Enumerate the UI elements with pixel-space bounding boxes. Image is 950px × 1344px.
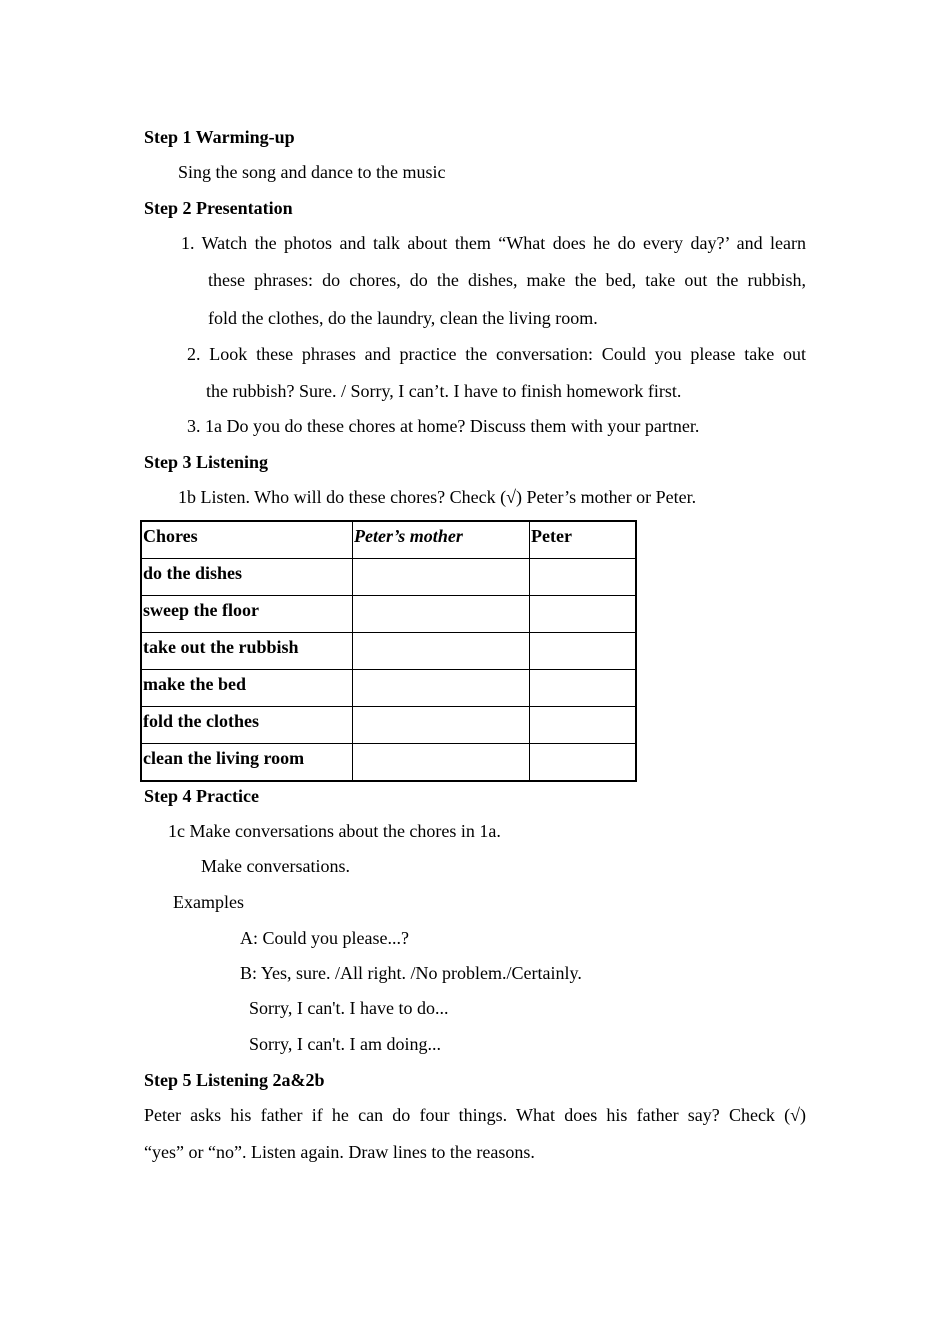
table-cell-chore: sweep the floor — [141, 596, 353, 633]
step4-example-a: A: Could you please...? — [240, 928, 409, 948]
step2-item3: 3. 1a Do you do these chores at home? Discuss them with your partner. — [187, 416, 700, 436]
table-cell-chore: take out the rubbish — [141, 633, 353, 670]
step4-title: Step 4 Practice — [144, 786, 259, 806]
table-cell-mother — [353, 633, 530, 670]
table-header-cell: Peter’s mother — [353, 521, 530, 559]
table-cell-chore: clean the living room — [141, 744, 353, 782]
table-header-row — [141, 521, 636, 559]
step2-item1-line2: these phrases: do chores, do the dishes, make the bed, take out the rubbish, — [208, 270, 806, 290]
step2-item1-line1: 1. Watch the photos and talk about them “What does he do every day?’ and learn — [181, 233, 806, 253]
step4-line2: Make conversations. — [201, 856, 350, 876]
step2-title: Step 2 Presentation — [144, 198, 293, 218]
step2-item1-line3: fold the clothes, do the laundry, clean the living room. — [208, 308, 598, 328]
table-header-cell: Chores — [141, 521, 353, 559]
table-row — [141, 707, 636, 744]
chores-table — [140, 520, 637, 782]
table-row — [141, 744, 636, 782]
step4-example-d: Sorry, I can't. I am doing... — [249, 1034, 442, 1054]
step4-examples-label: Examples — [173, 892, 244, 912]
table-cell-mother — [353, 596, 530, 633]
table-cell-peter — [530, 670, 637, 707]
table-cell-peter — [530, 744, 637, 782]
step2-item2-line1: 2. Look these phrases and practice the conversation: Could you please take out — [187, 344, 806, 364]
step5-title: Step 5 Listening 2a&2b — [144, 1070, 325, 1090]
table-cell-mother — [353, 744, 530, 782]
step5-line1: Peter asks his father if he can do four things. What does his father say? Check (√) — [144, 1105, 806, 1125]
step3-title: Step 3 Listening — [144, 452, 269, 472]
step4-example-b: B: Yes, sure. /All right. /No problem./Certainly. — [240, 963, 582, 983]
table-cell-mother — [353, 559, 530, 596]
step4-line1: 1c Make conversations about the chores in 1a. — [168, 821, 501, 841]
step4-example-c: Sorry, I can't. I have to do... — [249, 998, 449, 1018]
table-cell-peter — [530, 707, 637, 744]
table-cell-mother — [353, 670, 530, 707]
step5-line2: “yes” or “no”. Listen again. Draw lines to the reasons. — [144, 1142, 535, 1162]
table-cell-chore: do the dishes — [141, 559, 353, 596]
step1-title: Step 1 Warming-up — [144, 127, 295, 147]
table-cell-mother — [353, 707, 530, 744]
step3-instruction: 1b Listen. Who will do these chores? Check (√) Peter’s mother or Peter. — [178, 487, 697, 507]
table-cell-peter — [530, 596, 637, 633]
table-cell-peter — [530, 559, 637, 596]
table-row — [141, 633, 636, 670]
table-header-cell: Peter — [530, 521, 637, 559]
table-row — [141, 670, 636, 707]
table-cell-chore: make the bed — [141, 670, 353, 707]
step1-text: Sing the song and dance to the music — [178, 162, 446, 182]
table-cell-peter — [530, 633, 637, 670]
table-row — [141, 596, 636, 633]
table-row — [141, 559, 636, 596]
step2-item2-line2: the rubbish? Sure. / Sorry, I can’t. I have to finish homework first. — [206, 381, 682, 401]
table-cell-chore: fold the clothes — [141, 707, 353, 744]
